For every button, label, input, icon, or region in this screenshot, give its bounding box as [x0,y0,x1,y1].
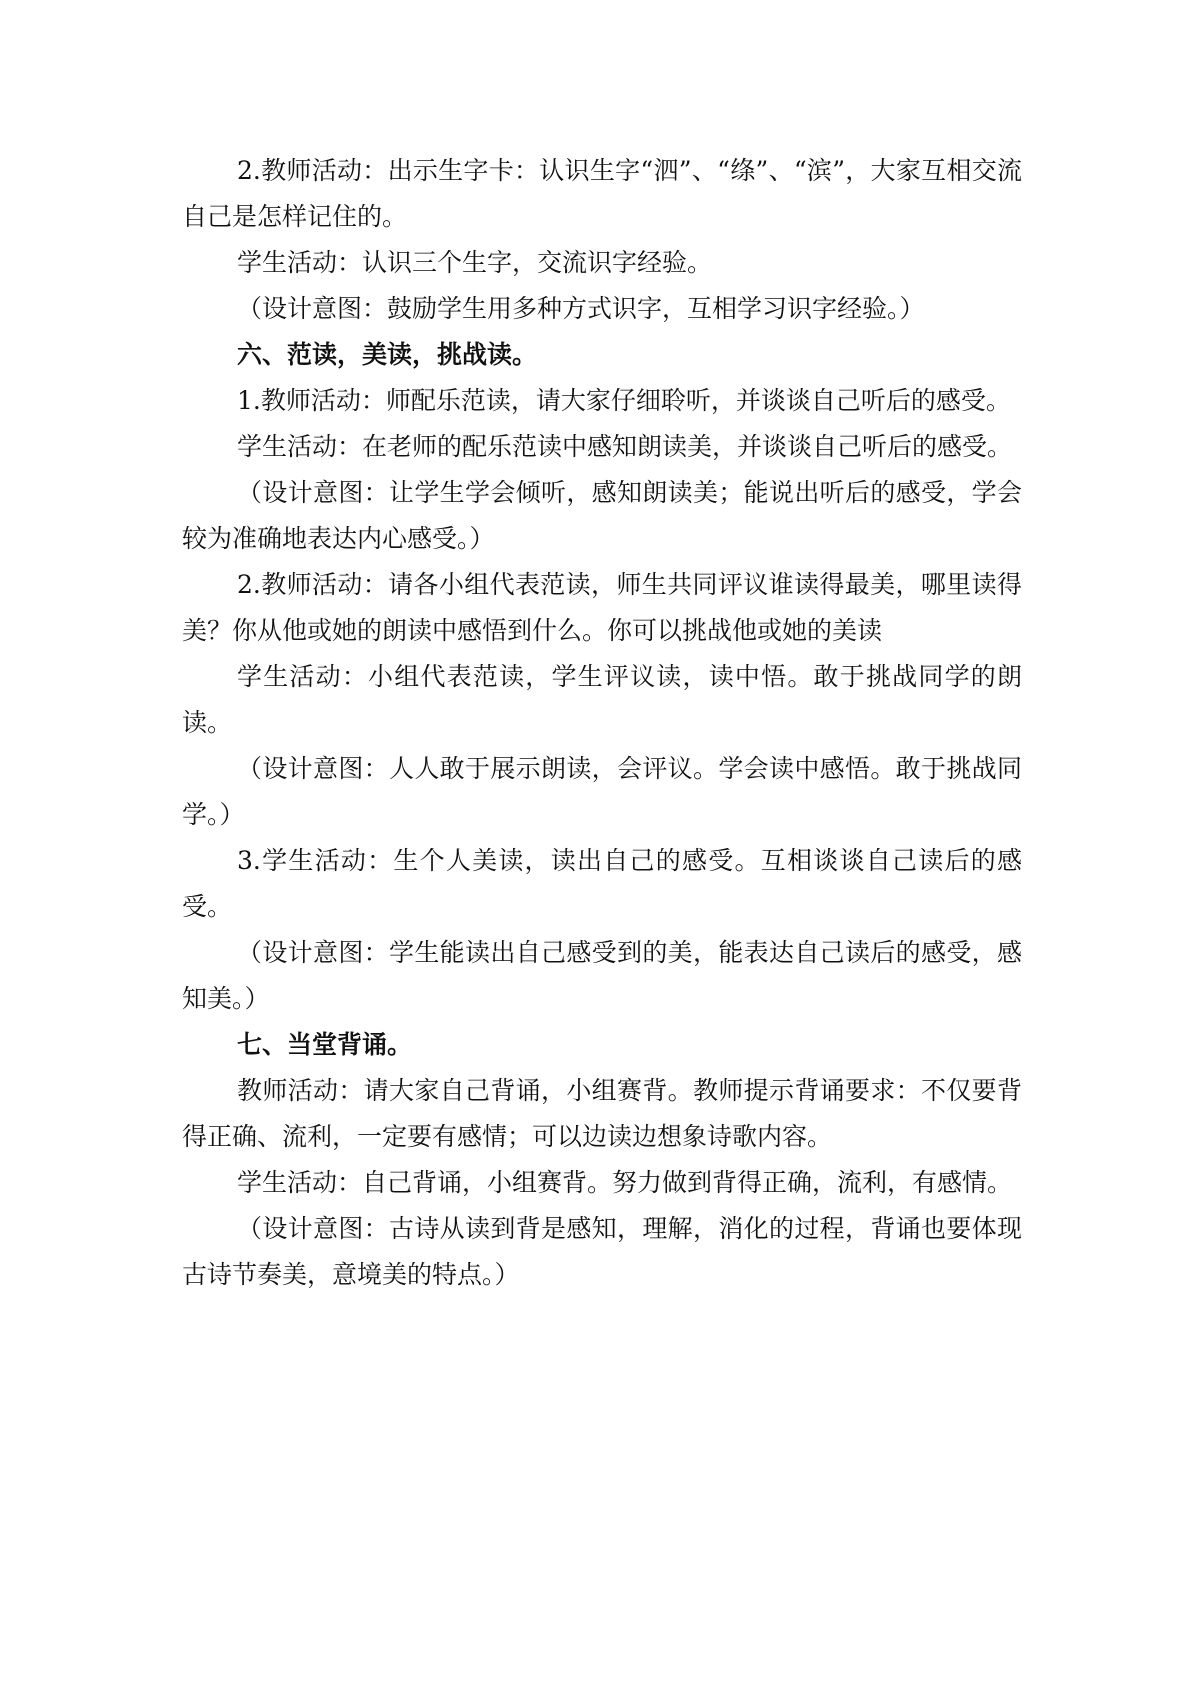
section-heading-seven: 七、当堂背诵。 [237,1030,413,1059]
paragraph-student-activity-group-reading: 学生活动：小组代表范读，学生评议读，读中悟。敢于挑战同学的朗读。 [182,662,1022,737]
paragraph-student-activity-new-characters: 学生活动：认识三个生字，交流识字经验。 [237,248,713,277]
paragraph-design-intent-new-characters: （设计意图：鼓励学生用多种方式识字，互相学习识字经验。） [237,294,925,323]
section-heading-six: 六、范读，美读，挑战读。 [237,340,538,369]
paragraph-design-intent-recitation: （设计意图：古诗从读到背是感知，理解，消化的过程，背诵也要体现古诗节奏美，意境美的特点。） [182,1214,1022,1289]
paragraph-teacher-activity-group-reading: 2.教师活动：请各小组代表范读，师生共同评议谁读得最美，哪里读得美？你从他或她的朗读中感悟到什么。你可以挑战他或她的美读 [182,570,1022,645]
paragraph-student-activity-recitation: 学生活动：自己背诵，小组赛背。努力做到背得正确，流利，有感情。 [237,1168,1013,1197]
document-page [182,148,1022,1298]
paragraph-design-intent-group-reading: （设计意图：人人敢于展示朗读，会评议。学会读中感悟。敢于挑战同学。） [182,754,1022,829]
paragraph-student-activity-individual-reading: 3.学生活动：生个人美读，读出自己的感受。互相谈谈自己读后的感受。 [182,846,1022,921]
paragraph-design-intent-individual-reading: （设计意图：学生能读出自己感受到的美，能表达自己读后的感受，感知美。） [182,938,1022,1013]
paragraph-teacher-activity-model-reading: 1.教师活动：师配乐范读，请大家仔细聆听，并谈谈自己听后的感受。 [237,386,1011,415]
paragraph-teacher-activity-new-characters: 2.教师活动：出示生字卡：认识生字“泗”、“绦”、“滨”，大家互相交流自己是怎样记住的。 [182,156,1022,231]
paragraph-teacher-activity-recitation: 教师活动：请大家自己背诵，小组赛背。教师提示背诵要求：不仅要背得正确、流利，一定要有感情；可以边读边想象诗歌内容。 [182,1076,1022,1151]
paragraph-student-activity-model-reading: 学生活动：在老师的配乐范读中感知朗读美，并谈谈自己听后的感受。 [237,432,1013,461]
paragraph-design-intent-model-reading: （设计意图：让学生学会倾听，感知朗读美；能说出听后的感受，学会较为准确地表达内心感受。） [182,478,1022,553]
